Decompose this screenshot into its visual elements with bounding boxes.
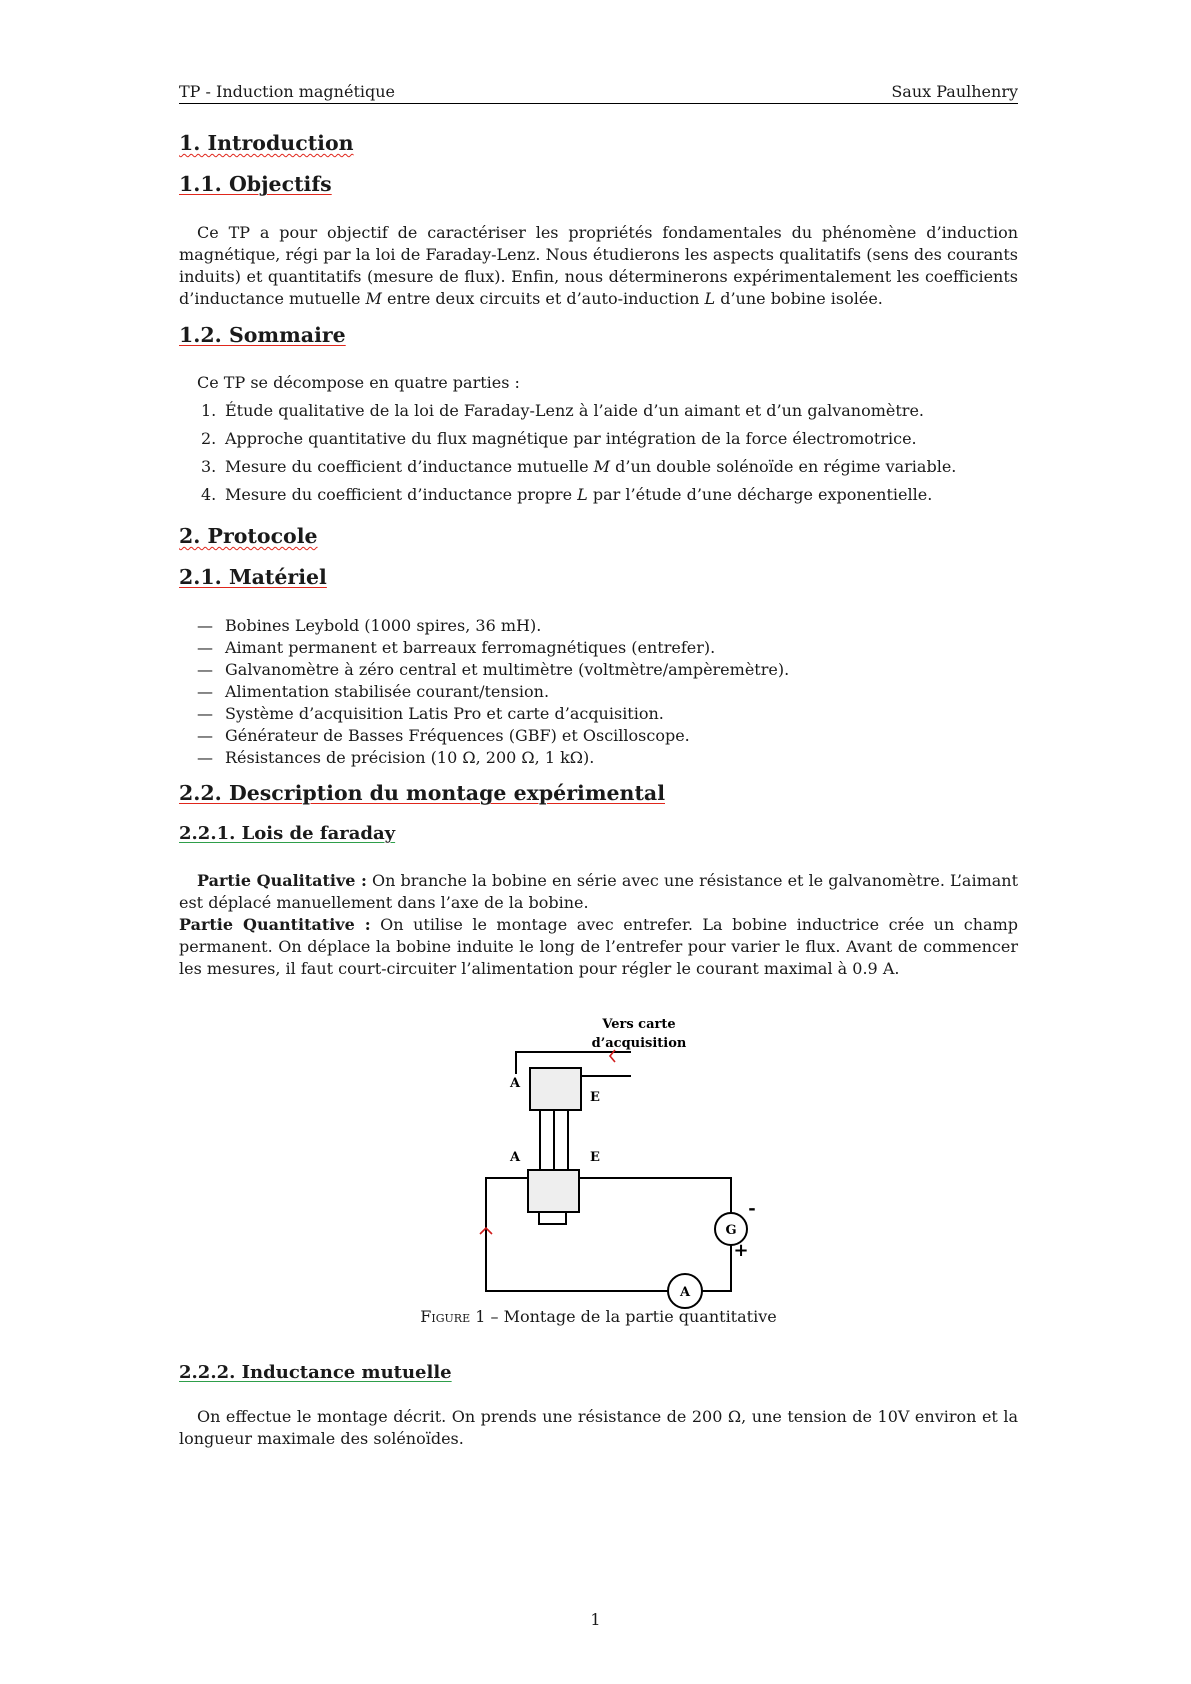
section-materiel: 2.1. Matériel (179, 565, 327, 589)
page-number: 1 (590, 1610, 601, 1629)
figure-caption: Figure 1 – Montage de la partie quantitative (420, 1307, 777, 1326)
sommaire-list (179, 397, 1018, 509)
page-content (179, 82, 1019, 1448)
figure-label-A-bottom: A (509, 1150, 521, 1165)
section-lois-faraday: 2.2.1. Lois de faraday (179, 823, 396, 844)
list-item: 4. Mesure du coefficient d’inductance propre L par l’étude d’une décharge exponentielle. (201, 485, 933, 504)
list-item: — Bobines Leybold (1000 spires, 36 mH). (197, 616, 542, 635)
list-item: — Galvanomètre à zéro central et multimètre (voltmètre/ampèremètre). (197, 660, 790, 679)
inductance-paragraph: On effectue le montage décrit. On prends une résistance de 200 Ω, une tension de 10V environ et la longueur maximale des solénoïdes. (179, 1407, 1018, 1448)
section-objectifs: 1.1. Objectifs (179, 172, 332, 196)
figure-label-acquisition-2: d’acquisition (591, 1036, 687, 1051)
list-item: — Aimant permanent et barreaux ferromagnétiques (entrefer). (197, 638, 716, 657)
figure-label-E-bottom: E (590, 1150, 600, 1165)
figure-label-E-top: E (590, 1090, 600, 1105)
faraday-qualitative: Partie Qualitative : On branche la bobine en série avec une résistance et le galvanomètre. L’aimant est déplacé manuellement dans l’axe de la bobine. (179, 871, 1019, 912)
objectifs-paragraph: Ce TP a pour objectif de caractériser les propriétés fondamentales du phénomène d’induction magnétique, régi par la loi de Faraday-Lenz. Nous étudierons les aspects qualitatifs (sens des courants induits) et quantitatifs (mesure de flux). Enfin, nous déterminerons expérimentalement les coefficients d’inductance mutuelle M entre deux circuits et d’auto-induction L d’une bobine isolée. (179, 223, 1018, 308)
running-header (179, 82, 1018, 104)
galvanometer-minus: - (748, 1198, 756, 1219)
list-item: — Système d’acquisition Latis Pro et carte d’acquisition. (197, 704, 664, 723)
list-item: — Alimentation stabilisée courant/tension. (197, 682, 550, 701)
section-introduction: 1. Introduction (179, 131, 354, 155)
figure-label-acquisition: Vers carte (602, 1017, 676, 1032)
faraday-quantitative: Partie Quantitative : On utilise le montage avec entrefer. La bobine inductrice crée un champ permanent. On déplace la bobine induite le long de l’entrefer pour varier le flux. Avant de commencer les mesures, il faut court-circuiter l’alimentation pour régler le courant maximal à 0.9 A. (179, 915, 1019, 978)
galvanometer-label: G (725, 1223, 737, 1238)
section-sommaire: 1.2. Sommaire (179, 323, 346, 347)
section-description: 2.2. Description du montage expérimental (179, 781, 665, 805)
sommaire-intro: Ce TP se décompose en quatre parties : (197, 373, 520, 392)
section-protocole: 2. Protocole (179, 524, 318, 548)
galvanometer-plus: + (733, 1240, 749, 1261)
figure-label-A-top: A (509, 1076, 521, 1091)
list-item: — Résistances de précision (10 Ω, 200 Ω, 1 kΩ). (197, 748, 595, 767)
materiel-list (179, 615, 1018, 769)
list-item: — Générateur de Basses Fréquences (GBF) et Oscilloscope. (197, 726, 690, 745)
list-item: 3. Mesure du coefficient d’inductance mutuelle M d’un double solénoïde en régime variable. (201, 457, 957, 476)
circuit-figure (443, 1004, 756, 1304)
ammeter-label: A (679, 1285, 691, 1300)
header-title: TP - Induction magnétique (179, 82, 396, 101)
header-author: Saux Paulhenry (891, 82, 1018, 101)
list-item: 1. Étude qualitative de la loi de Faraday-Lenz à l’aide d’un aimant et d’un galvanomètre. (201, 401, 924, 420)
list-item: 2. Approche quantitative du flux magnétique par intégration de la force électromotrice. (201, 429, 917, 448)
section-inductance-mutuelle: 2.2.2. Inductance mutuelle (179, 1362, 452, 1383)
